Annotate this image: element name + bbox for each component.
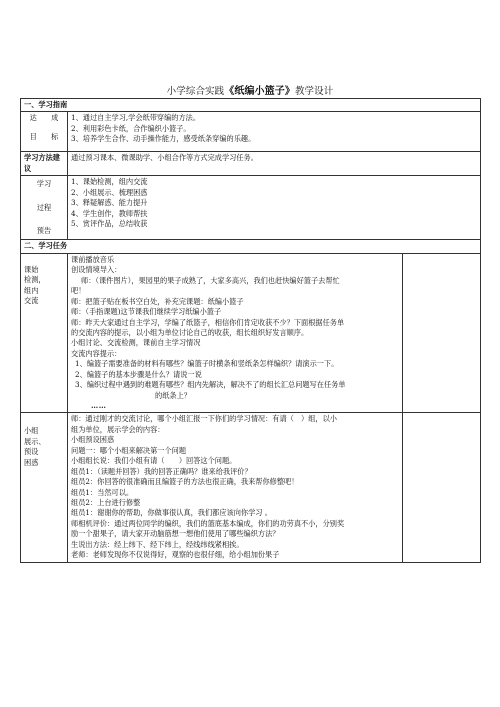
task2-line: 小组组长说：我们小组有请（ ）回答这个问题。: [71, 456, 237, 466]
task2-line: 组员1：当然可以。: [71, 487, 134, 497]
process-content: [68, 176, 481, 240]
process-item: 1、课始检测，组内交流: [71, 177, 148, 187]
section-guide-header: [21, 99, 481, 112]
section-task-header: [21, 240, 481, 253]
task1-line: 的交流内容的提示，以小组为单位讨论自己的收获，组长组织好发言顺序。: [71, 327, 309, 337]
process-row: [21, 176, 481, 240]
goals-label: [21, 112, 68, 152]
page-title: [0, 82, 500, 97]
process-item: 2、小组展示、梳理困惑: [71, 187, 148, 197]
task1-line: 课前播放音乐: [71, 254, 115, 264]
task2-label-line: 小组: [24, 426, 39, 436]
task1-row: [21, 253, 481, 413]
goals-content: [68, 112, 481, 152]
method-text: 通过预习课本、微课助学、小组合作等方式完成学习任务。: [68, 152, 481, 176]
process-label-a: 学习: [36, 179, 52, 189]
task1-line: 交流内容提示：: [71, 348, 122, 358]
task1-line: 吧！: [71, 286, 86, 296]
task2-line: 老师：老师发现你不仅说得好，观察的也很仔细，给小组加份果子: [71, 550, 280, 560]
goal-item: 1、通过自主学习,学会纸带穿编的方法。: [71, 113, 201, 123]
method-row: [21, 152, 481, 176]
task1-label-line: 检测，: [24, 275, 46, 285]
task2-line: 组员2：你回答的很准确而且编篮子的方法也很正确，我来帮你修整吧！: [71, 477, 299, 487]
task1-label-line: 课始: [24, 264, 39, 274]
method-label: 学习方法建议: [21, 152, 68, 176]
task2-label-line: 预设: [24, 447, 39, 457]
lesson-plan-table: [20, 98, 481, 563]
task2-line: 组为单位，展示学会的内容：: [71, 424, 165, 434]
task1-label-line: 交流: [24, 296, 39, 306]
goals-label-b: 目 标: [29, 131, 59, 141]
task1-label-line: 组内: [24, 285, 39, 295]
title-prefix: 小学综合实践: [166, 86, 225, 97]
task1-line: 师：（手指课题)这节课我们继续学习纸编小篮子: [71, 307, 222, 317]
process-label-b: 过程: [36, 202, 52, 212]
task2-label: [21, 413, 68, 562]
task1-line: 师：把篮子贴在板书空白处，补充完课题：纸编小篮子: [71, 296, 244, 306]
task1-line: 小组讨论、交流检测，课前自主学习情况: [71, 338, 201, 348]
task2-line: 组员1：谢谢你的帮助，你做事很认真，我们都应该向你学习 。: [71, 508, 272, 518]
process-item: 3、释疑解惑、能力提升: [71, 198, 148, 208]
title-main: 《纸编小篮子》: [224, 86, 295, 97]
process-item: 5、赏评作品，总结收获: [71, 219, 148, 229]
task1-notes: [403, 253, 481, 413]
task1-line: ……: [91, 401, 107, 410]
task1-line: 1、编篮子需要准备的材料有哪些？编篮子时横条和竖纸条怎样编织？请演示一下。: [75, 359, 339, 369]
task2-line: 师：通过刚才的交流讨论，哪个小组汇报一下你们的学习情况：有请（ ）组，以小: [71, 414, 337, 424]
process-item: 4、学生创作，教师帮扶: [71, 208, 148, 218]
task2-row: [21, 413, 481, 562]
task2-line: 组员1：（读题并回答）我的回答正确吗？谁来给我评价？: [71, 466, 252, 476]
task2-label-line: 展示、: [24, 436, 46, 446]
task2-line: 励一个甜果子，请大家开动脑筋想一想他们使用了哪些编织方法？: [71, 529, 280, 539]
task1-line: 3、编织过程中遇到的难题有哪些？组内先解决，解决不了的组长汇总问题写在任务单: [75, 380, 346, 390]
process-label: [21, 176, 68, 240]
goals-label-a: 达 成: [29, 113, 59, 123]
task2-label-line: 困惑: [24, 457, 39, 467]
title-suffix: 教学设计: [294, 86, 334, 97]
section-guide-heading: 一、学习指南: [21, 99, 481, 112]
task2-line: 问题一：哪个小组来解决第一个问题: [71, 445, 187, 455]
task2-line: 组员2：上台进行修整: [71, 497, 141, 507]
task2-line: 小组预设困惑: [71, 435, 115, 445]
goal-item: 3、培养学生合作、动手操作能力，感受纸条穿编的乐趣。: [71, 134, 256, 144]
task2-notes: [403, 413, 481, 562]
task1-line: 师：（课件图片），果园里的果子成熟了，大家多高兴，我们也赶快编好篮子去帮忙: [81, 275, 340, 285]
task1-line: 创设情境导入：: [71, 265, 122, 275]
process-label-c: 预告: [36, 226, 52, 236]
task1-content: [68, 253, 403, 413]
task2-content: [68, 413, 403, 562]
task2-line: 生说出方法：经上纬下、经下纬上，经线纬线紧相挨。: [71, 539, 244, 549]
goal-item: 2、利用彩色卡纸，合作编织小篮子。: [71, 123, 191, 133]
section-task-heading: 二、学习任务: [21, 240, 481, 253]
task1-line: 师：昨天大家通过自主学习，学编了纸篮子，相信你们肯定收获不少？下面根据任务单: [71, 317, 345, 327]
task2-line: 师相机评价：通过两位同学的编织，我们的篮底基本编成，你们的功劳真不小，分别奖: [71, 518, 345, 528]
task1-line: 2、编篮子的基本步骤是什么？请说一说: [75, 369, 202, 379]
goals-row: [21, 112, 481, 152]
task1-label: [21, 253, 68, 413]
task1-line: 的纸条上？: [155, 390, 191, 400]
